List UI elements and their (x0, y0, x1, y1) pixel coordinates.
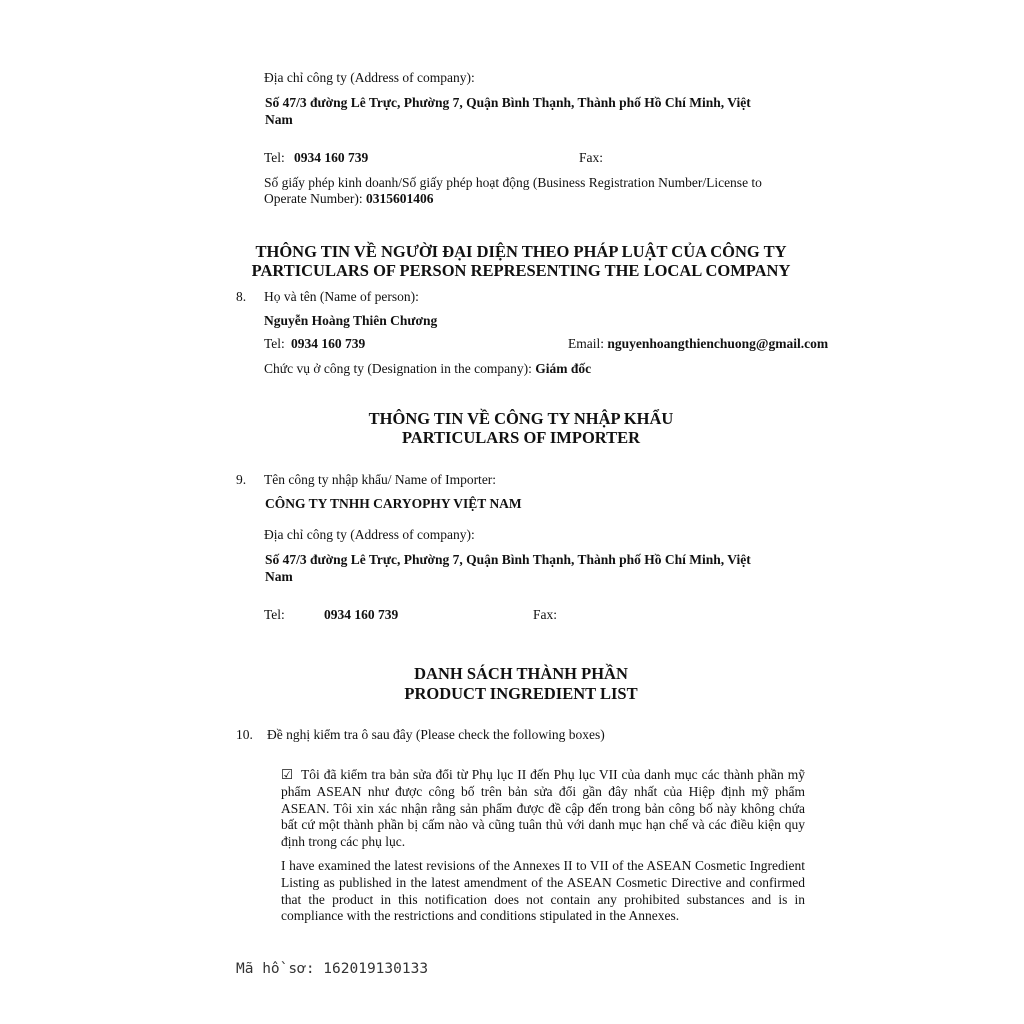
importer-name-label: Tên công ty nhập khẩu/ Name of Importer: (264, 472, 497, 487)
declaration-vi-text: Tôi đã kiểm tra bản sửa đổi từ Phụ lục II đến Phụ lục VII của danh mục các thành phần mỹ phẩm ASEAN như được công bố trên bản sửa đổi gần đây nhất của Hiệp định mỹ phẩm ASEAN. Tôi xin xác nhận rằng sản phẩm được đề cập đến trong bản công bố này không chứa bất cứ một thành phần bị cấm nào và cũng tuân thủ với danh mục hạn chế và các điều kiện quy định trong các phụ lục. (281, 767, 805, 850)
importer-address-line1: Số 47/3 đường Lê Trực, Phường 7, Quận Bình Thạnh, Thành phố Hồ Chí Minh, Việt (265, 552, 751, 567)
ingredients-instruction: Đề nghị kiểm tra ô sau đây (Please check the following boxes) (267, 727, 605, 742)
representative-email-label: Email: (568, 336, 604, 351)
company-tel-label: Tel: (264, 150, 285, 165)
representative-tel-label: Tel: (264, 336, 285, 351)
company-license-label: Operate Number): (264, 191, 363, 206)
declaration-vietnamese (281, 767, 805, 851)
file-code: Mã hồ sơ: 162019130133 (236, 961, 429, 977)
representative-heading-vi: THÔNG TIN VỀ NGƯỜI ĐẠI DIỆN THEO PHÁP LUẬT CỦA CÔNG TY (255, 242, 787, 261)
checked-box-icon[interactable]: ☑ (281, 767, 294, 782)
importer-address-line2: Nam (265, 569, 293, 584)
importer-address-label: Địa chỉ công ty (Address of company): (264, 527, 475, 542)
importer-name-value: CÔNG TY TNHH CARYOPHY VIỆT NAM (265, 496, 522, 511)
representative-heading-en: PARTICULARS OF PERSON REPRESENTING THE LOCAL COMPANY (251, 261, 791, 280)
company-tel-value: 0934 160 739 (294, 150, 369, 165)
importer-heading-vi: THÔNG TIN VỀ CÔNG TY NHẬP KHẨU (368, 409, 674, 428)
importer-section-number: 9. (236, 472, 247, 487)
representative-section-number: 8. (236, 289, 247, 304)
company-license-line2 (264, 190, 433, 207)
importer-tel-value: 0934 160 739 (324, 607, 399, 622)
ingredients-heading-en: PRODUCT INGREDIENT LIST (404, 684, 638, 703)
representative-email-value: nguyenhoangthienchuong@gmail.com (607, 336, 829, 351)
company-address-label: Địa chỉ công ty (Address of company): (264, 70, 475, 85)
company-license-value: 0315601406 (365, 191, 434, 206)
representative-designation-value: Giám đốc (535, 361, 592, 376)
ingredients-section-number: 10. (236, 727, 253, 742)
importer-heading-en: PARTICULARS OF IMPORTER (401, 428, 641, 447)
importer-fax-label: Fax: (533, 607, 558, 622)
company-license-line1: Số giấy phép kinh doanh/Số giấy phép hoạt động (Business Registration Number/License to (264, 175, 762, 190)
company-address-line2: Nam (265, 112, 293, 127)
representative-designation-label: Chức vụ ở công ty (Designation in the company): (264, 361, 532, 376)
company-fax-label: Fax: (579, 150, 604, 165)
representative-tel-value: 0934 160 739 (291, 336, 366, 351)
company-address-line1: Số 47/3 đường Lê Trực, Phường 7, Quận Bình Thạnh, Thành phố Hồ Chí Minh, Việt (265, 95, 751, 110)
importer-tel-label: Tel: (264, 607, 285, 622)
representative-name-value: Nguyễn Hoàng Thiên Chương (264, 313, 438, 328)
representative-designation (264, 360, 591, 377)
ingredients-heading-vi: DANH SÁCH THÀNH PHẦN (414, 664, 628, 683)
representative-name-label: Họ và tên (Name of person): (264, 289, 419, 304)
representative-email (568, 335, 828, 352)
declaration-english: I have examined the latest revisions of the Annexes II to VII of the ASEAN Cosmetic Ingredient Listing as published in the latest amendment of the ASEAN Cosmetic Directive and confirmed that the product in this notification does not contain any prohibited substances and is in compliance with the restrictions and conditions stipulated in the Annexes. (281, 858, 805, 924)
